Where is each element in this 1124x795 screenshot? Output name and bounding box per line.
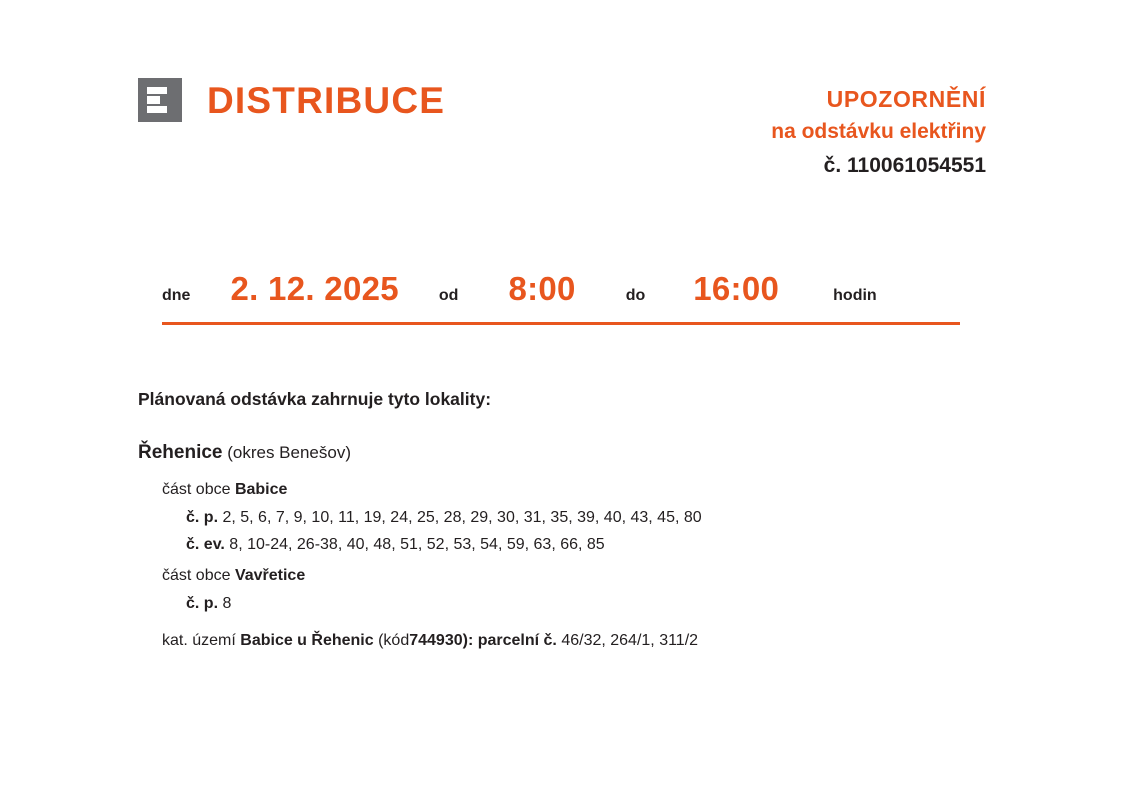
cadastre-code-label: (kód — [378, 632, 410, 650]
number-list-values: 2, 5, 6, 7, 9, 10, 11, 19, 24, 25, 28, 29, 30, 31, 35, 39, 40, 43, 45, 80 — [222, 508, 702, 526]
number-list-values: 8 — [222, 594, 232, 612]
label-from: od — [438, 287, 459, 304]
outage-date: 2. 12. 2025 — [230, 270, 399, 307]
parcel-tag: parcelní č. — [477, 632, 557, 650]
number-list-tag: č. p. — [186, 508, 219, 526]
number-list — [186, 507, 1018, 529]
cez-logo-icon — [138, 78, 182, 122]
label-date: dne — [162, 287, 191, 304]
document-header — [138, 78, 986, 208]
outage-time-to: 16:00 — [693, 270, 780, 307]
label-to: do — [625, 287, 646, 304]
municipality-heading — [138, 440, 1018, 466]
locality-section — [138, 388, 1018, 652]
outage-time-from: 8:00 — [508, 270, 576, 307]
number-list-tag: č. p. — [186, 594, 219, 612]
municipality-district: (okres Benešov) — [227, 442, 351, 462]
municipality-name: Řehenice — [138, 441, 223, 463]
accent-rule — [162, 322, 960, 325]
cadastre-code: 744930 — [409, 632, 463, 650]
label-hours: hodin — [833, 287, 877, 304]
notice-subtitle: na odstávku elektřiny — [771, 120, 986, 144]
number-list-values: 8, 10-24, 26-38, 40, 48, 51, 52, 53, 54, 59, 63, 66, 85 — [229, 536, 605, 554]
cadastre-prefix: kat. území — [162, 632, 236, 650]
parcel-values: 46/32, 264/1, 311/2 — [561, 632, 699, 650]
part-prefix: část obce — [162, 481, 231, 499]
part-prefix: část obce — [162, 567, 231, 585]
cadastre-row — [162, 630, 1018, 652]
notice-block — [771, 84, 986, 182]
intro-text: Plánovaná odstávka zahrnuje tyto lokality: — [138, 389, 492, 409]
brand-lockup — [138, 78, 445, 122]
number-list — [186, 593, 1018, 615]
notice-number: č. 110061054551 — [823, 153, 986, 177]
part-row — [162, 565, 1018, 587]
cadastre-code-suffix: ): — [462, 632, 474, 650]
number-list-tag: č. ev. — [186, 536, 225, 554]
cadastre-name: Babice u Řehenic — [240, 632, 374, 650]
part-name: Vavřetice — [234, 567, 306, 585]
number-list — [186, 534, 1018, 556]
outage-timeband — [162, 270, 960, 325]
part-name: Babice — [234, 481, 288, 499]
brand-name: DISTRIBUCE — [207, 79, 446, 121]
part-row — [162, 479, 1018, 501]
notice-title: UPOZORNĚNÍ — [826, 86, 986, 112]
